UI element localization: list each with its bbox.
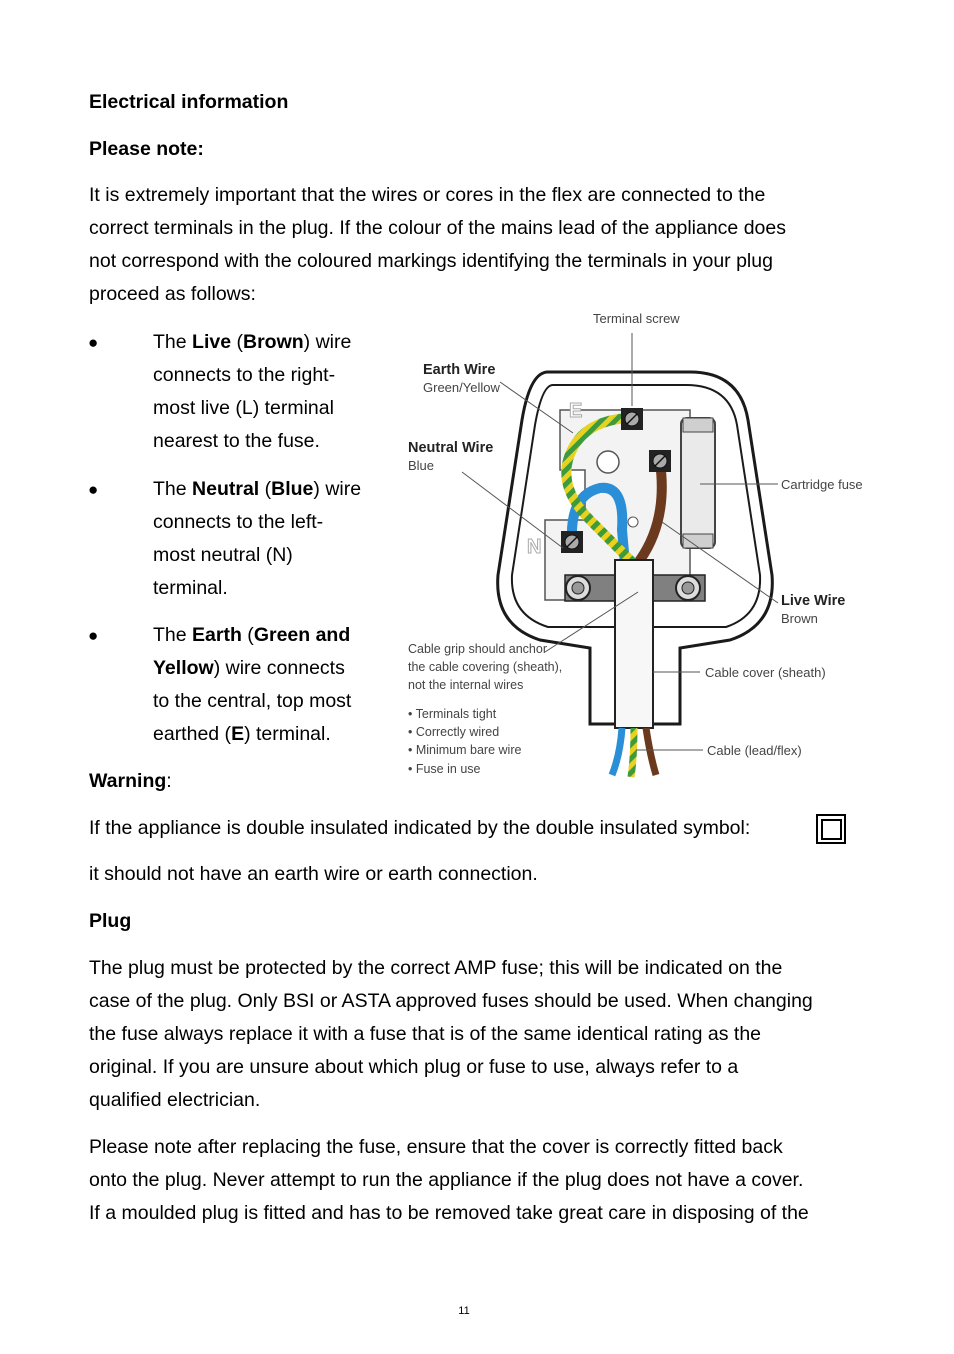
checklist-item: • Terminals tight bbox=[408, 707, 497, 721]
plug-para-line-3: the fuse always replace it with a fuse that is of the same identical rating as the bbox=[89, 1023, 762, 1045]
terminal-screw-label: Terminal screw bbox=[593, 311, 680, 326]
earth-bullet-line-1: The Earth (Green and bbox=[153, 624, 351, 646]
plug-para-line-4: original. If you are unsure about which plug or fuse to use, always refer to a bbox=[89, 1056, 739, 1078]
neutral-terminal-screw-icon bbox=[561, 531, 583, 553]
cable-sheath bbox=[615, 560, 653, 728]
after-para-line-2: onto the plug. Never attempt to run the appliance if the plug does not have a cover. bbox=[89, 1169, 804, 1191]
plug-heading: Plug bbox=[89, 910, 132, 932]
cable-exit-earth bbox=[631, 728, 634, 777]
live-bullet-line-1: The Live (Brown) wire bbox=[153, 331, 352, 353]
neutral-bullet-line-1: The Neutral (Blue) wire bbox=[153, 478, 362, 500]
plug-para-line-1: The plug must be protected by the correct AMP fuse; this will be indicated on the bbox=[89, 957, 783, 979]
cable-grip-label-2: the cable covering (sheath), bbox=[408, 660, 563, 674]
earth-terminal-screw-icon bbox=[621, 408, 643, 430]
cable-exit-brown bbox=[646, 728, 656, 775]
cable-lead-label: Cable (lead/flex) bbox=[707, 743, 802, 758]
cable-exit-blue bbox=[612, 728, 622, 775]
fuse-cap-top bbox=[683, 418, 713, 432]
checklist-item: • Correctly wired bbox=[408, 725, 500, 739]
double-insulated-symbol-icon bbox=[816, 814, 846, 844]
earth-wire-colour-label: Green/Yellow bbox=[423, 380, 500, 395]
earth-bullet-line-2: Yellow) wire connects bbox=[153, 657, 345, 679]
bullet-dot: ● bbox=[88, 626, 99, 645]
terminal-e-label: E bbox=[569, 400, 583, 422]
plug-wiring-diagram bbox=[400, 305, 870, 785]
please-note-heading: Please note: bbox=[89, 138, 204, 160]
no-earth-line: it should not have an earth wire or earth connection. bbox=[89, 863, 538, 885]
plug-para-line-5: qualified electrician. bbox=[89, 1089, 261, 1111]
cable-grip-label-1: Cable grip should anchor bbox=[408, 642, 547, 656]
after-para-line-1: Please note after replacing the fuse, ensure that the cover is correctly fitted back bbox=[89, 1136, 783, 1158]
checklist-item: • Fuse in use bbox=[408, 762, 481, 776]
earth-bullet-line-4: earthed (E) terminal. bbox=[153, 723, 331, 745]
intro-line-1: It is extremely important that the wires or cores in the flex are connected to the bbox=[89, 184, 766, 206]
live-bullet-line-4: nearest to the fuse. bbox=[153, 430, 320, 452]
plug-para-line-2: case of the plug. Only BSI or ASTA approved fuses should be used. When changing bbox=[89, 990, 813, 1012]
cable-grip-screw-icon bbox=[566, 576, 590, 600]
neutral-wire-label: Neutral Wire bbox=[408, 440, 494, 456]
neutral-bullet-line-2: connects to the left- bbox=[153, 511, 324, 533]
page-number: 11 bbox=[458, 1305, 470, 1317]
cartridge-fuse bbox=[681, 418, 715, 548]
live-bullet-line-2: connects to the right- bbox=[153, 364, 336, 386]
terminal-n-label: N bbox=[527, 536, 542, 558]
cable-cover-label: Cable cover (sheath) bbox=[705, 665, 826, 680]
section-title: Electrical information bbox=[89, 91, 289, 113]
cartridge-fuse-label: Cartridge fuse bbox=[781, 477, 863, 492]
neutral-bullet-line-4: terminal. bbox=[153, 577, 228, 599]
fuse-cap-bottom bbox=[683, 534, 713, 548]
intro-line-2: correct terminals in the plug. If the colour of the mains lead of the appliance does bbox=[89, 217, 786, 239]
earth-pin-hole bbox=[597, 451, 619, 473]
neutral-bullet-line-3: most neutral (N) bbox=[153, 544, 293, 566]
live-bullet-line-3: most live (L) terminal bbox=[153, 397, 334, 419]
cable-grip-label-3: not the internal wires bbox=[408, 678, 524, 692]
double-insulated-line: If the appliance is double insulated indicated by the double insulated symbol: bbox=[89, 817, 751, 839]
live-wire-label: Live Wire bbox=[781, 593, 846, 609]
neutral-wire-colour-label: Blue bbox=[408, 458, 435, 473]
cable-grip-screw-icon bbox=[676, 576, 700, 600]
bullet-dot: ● bbox=[88, 333, 99, 352]
earth-bullet-line-3: to the central, top most bbox=[153, 690, 352, 712]
bullet-dot: ● bbox=[88, 480, 99, 499]
live-wire-colour-label: Brown bbox=[781, 611, 818, 626]
earth-wire-label: Earth Wire bbox=[423, 362, 496, 378]
intro-line-4: proceed as follows: bbox=[89, 283, 256, 305]
after-para-line-3: If a moulded plug is fitted and has to be removed take great care in disposing of the bbox=[89, 1202, 809, 1224]
warning-line: Warning: bbox=[89, 770, 172, 792]
intro-line-3: not correspond with the coloured markings identifying the terminals in your plug bbox=[89, 250, 773, 272]
live-terminal-screw-icon bbox=[649, 450, 671, 472]
checklist-item: • Minimum bare wire bbox=[408, 743, 522, 757]
